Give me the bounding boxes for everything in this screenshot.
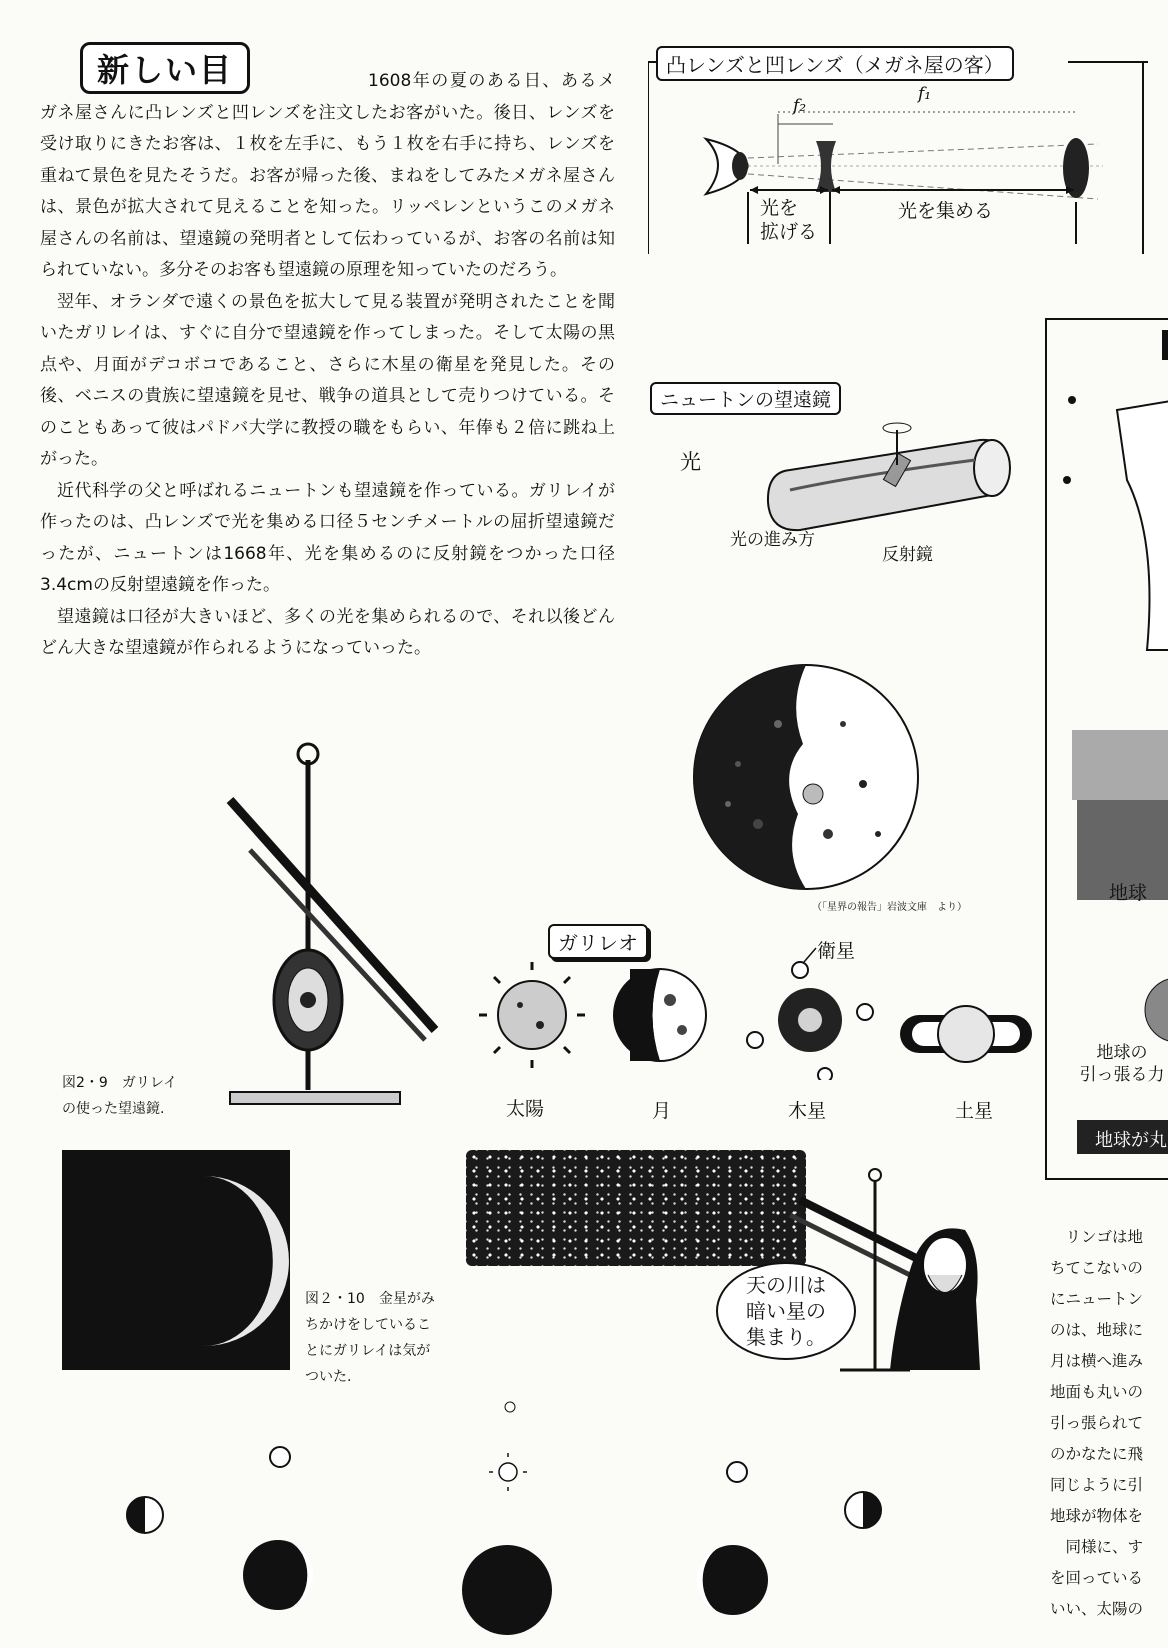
speech-line-3: 集まり。 (746, 1325, 826, 1349)
right-line-9: 同じように引 (1050, 1476, 1144, 1494)
right-line-3: にニュートン (1050, 1290, 1144, 1308)
jupiter-label: 木星 (788, 1100, 827, 1122)
spread-light-line-1: 光を (760, 197, 799, 219)
paragraph-4: 望遠鏡は口径が大きいほど、多くの光を集められるので、それ以後どんどん大きな望遠鏡が作られるようになっていった。 (40, 606, 615, 658)
venus-crescent-drawing (62, 1150, 290, 1370)
f2-label: f₂ (793, 96, 807, 116)
fig-2-10-line-1: 図２・10 金星がみ (305, 1291, 435, 1307)
galileo-discoveries (470, 940, 1040, 1080)
earth-pull-line-1: 地球の (1096, 1043, 1148, 1063)
venus-crescent-photo (62, 1150, 290, 1370)
moon-drawing (614, 969, 706, 1061)
paragraph-2: 翌年、オランダで遠くの景色を拡大して見る装置が発明されたことを聞いたガリレイは、すぐに自分で望遠鏡を作ってしまった。そして太陽の黒点や、月面がデコボコであること、さらに木星の衛星を発見した。その後、ベニスの貴族に望遠鏡を見せ、戦争の道具として売りつけている。そのこともあって彼はパドバ大学に教授の職をもらい、年俸も２倍に跳ね上がった。 (40, 291, 615, 469)
article-body (40, 66, 615, 665)
light-path-label: 光の進み方 (730, 530, 815, 550)
speech-bubble (716, 1262, 856, 1360)
fig-2-9-line-2: の使った望遠鏡. (62, 1101, 165, 1117)
fig-2-10-line-4: ついた. (305, 1369, 352, 1385)
fig-2-10-line-3: とにガリレイは気が (305, 1343, 431, 1359)
sun-drawing (479, 962, 585, 1068)
right-line-13: いい、太陽の (1050, 1600, 1144, 1618)
right-line-10: 地球が物体を (1050, 1507, 1144, 1525)
article-title: 新しい目 (80, 42, 250, 94)
right-line-6: 地面も丸いの (1050, 1383, 1144, 1401)
sun-label: 太陽 (506, 1098, 545, 1120)
saturn-label: 土星 (955, 1100, 994, 1122)
light-label: 光 (680, 450, 701, 474)
spread-light-line-2: 拡げる (760, 221, 818, 243)
jupiter-drawing (747, 948, 873, 1080)
galileo-tag: ガリレオ (548, 924, 648, 959)
gather-light-label: 光を集める (898, 200, 994, 222)
spread-light-label (760, 196, 817, 244)
moon-credit: （「星界の報告」岩波文庫 より） (812, 902, 967, 913)
newton-telescope (650, 380, 1020, 565)
right-line-12: を回っている (1050, 1569, 1144, 1587)
venus-phases-diagram (100, 1395, 920, 1645)
saturn-drawing (900, 1006, 1032, 1062)
satellite-label: 衛星 (817, 940, 856, 962)
newton-telescope-title: ニュートンの望遠鏡 (650, 382, 841, 415)
paragraph-1: 1608年の夏のある日、あるメガネ屋さんに凸レンズと凹レンズを注文したお客がいた。後日、レンズを受け取りにきたお客は、１枚を左手に、もう１枚を右手に持ち、レンズを重ねて景色を見たそうだ。お客が帰った後、まねをしてみたメガネ屋さんは、景色が拡大されて見えることを知った。リッペレンというこのメガネ屋さんの名前は、望遠鏡の発明者として伝わっているが、お客の名前は知られていない。多分そのお客も望遠鏡の原理を知っていたのだろう。 (40, 71, 615, 280)
sun-small-icon (489, 1453, 527, 1491)
right-line-8: のかなたに飛 (1050, 1445, 1144, 1463)
right-column-text (1050, 1222, 1168, 1625)
gravity-panel (1045, 318, 1168, 1180)
fig-2-10-line-2: ちかけをしているこ (305, 1317, 431, 1333)
right-line-5: 月は横へ進み (1050, 1352, 1144, 1370)
fig-2-10-caption (305, 1286, 435, 1390)
moon-sketch (688, 664, 928, 894)
lens-diagram-title: 凸レンズと凹レンズ（メガネ屋の客） (656, 46, 1014, 81)
lens-diagram (648, 44, 1148, 264)
moon-label: 月 (652, 1100, 672, 1122)
right-line-2: ちてこないの (1050, 1259, 1143, 1277)
earth-pull-label (1072, 1042, 1168, 1086)
galileo-telescope-drawing (210, 740, 450, 1120)
paragraph-3: 近代科学の父と呼ばれるニュートンも望遠鏡を作っている。ガリレイが作ったのは、凸レンズで光を集める口径５センチメートルの屈折望遠鏡だったが、ニュートンは1668年、光を集めるのに反射鏡をつかった口径3.4cmの反射望遠鏡を作った。 (40, 480, 615, 595)
right-line-7: 引っ張られて (1050, 1414, 1144, 1432)
right-line-11: 同様に、す (1050, 1538, 1144, 1556)
earth-round-label: 地球が丸 (1095, 1130, 1167, 1151)
mirror-label: 反射鏡 (882, 545, 933, 565)
newton-telescope-drawing (760, 420, 1020, 540)
earth-label: 地球 (1109, 882, 1148, 904)
f1-label: f₁ (918, 84, 932, 104)
right-line-1: リンゴは地 (1050, 1228, 1144, 1246)
earth-pull-line-2: 引っ張る力 (1079, 1065, 1165, 1085)
right-line-4: のは、地球に (1050, 1321, 1144, 1339)
speech-line-1: 天の川は (746, 1273, 826, 1297)
speech-line-2: 暗い星の (746, 1299, 826, 1323)
fig-2-9-line-1: 図2・9 ガリレイ (62, 1075, 178, 1091)
fig-2-9-caption (62, 1070, 177, 1122)
